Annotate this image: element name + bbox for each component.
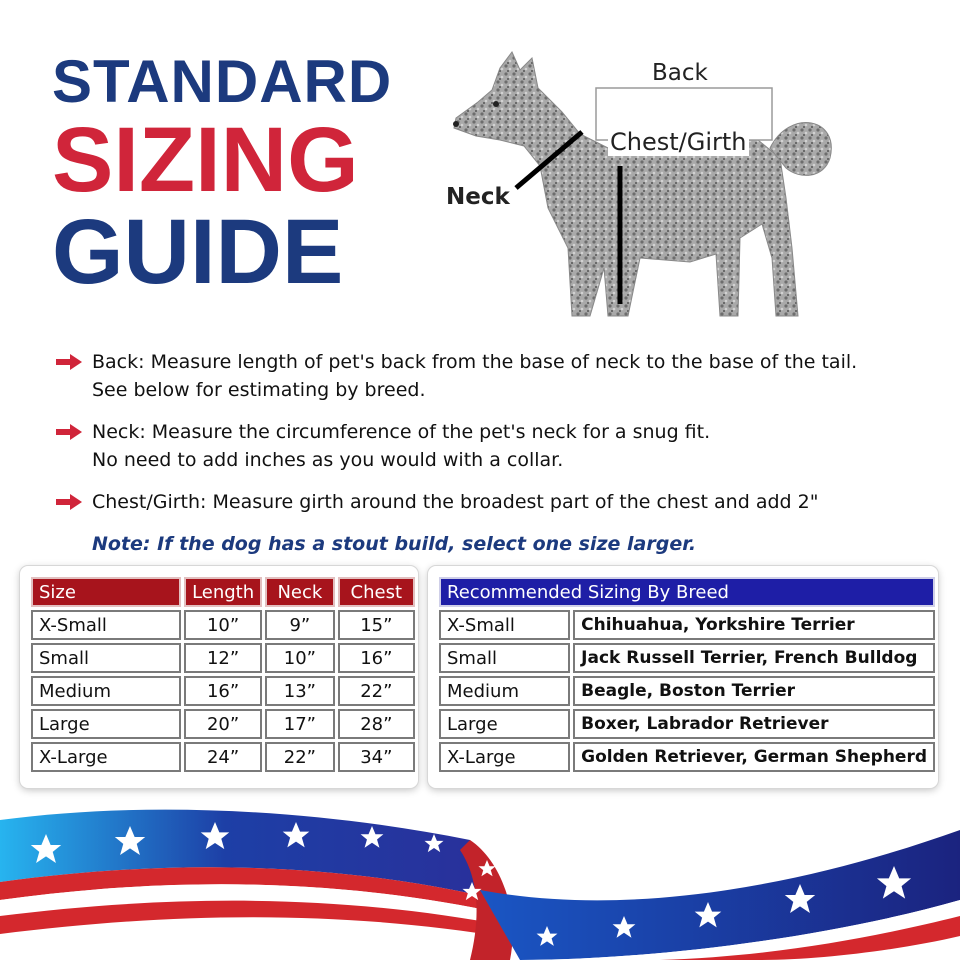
- table-row: [439, 643, 935, 673]
- header-chest: Chest: [338, 577, 415, 607]
- chest-cell: 15”: [338, 610, 415, 640]
- size-table: [28, 574, 418, 775]
- instruction-back-line1: Back: Measure length of pet's back from the base of neck to the base of the tail.: [92, 351, 858, 373]
- dog-measurement-diagram: [440, 48, 850, 320]
- breed-table-panel: [428, 566, 938, 788]
- neck-cell: 22”: [265, 742, 334, 772]
- size-cell: X-Large: [439, 742, 570, 772]
- size-cell: Large: [31, 709, 181, 739]
- neck-cell: 13”: [265, 676, 334, 706]
- stars-and-stripes-ribbon: [0, 790, 960, 960]
- size-table-panel: [20, 566, 418, 788]
- instruction-neck: [56, 418, 936, 474]
- size-cell: Medium: [31, 676, 181, 706]
- header-recommended-sizing: Recommended Sizing By Breed: [439, 577, 935, 607]
- table-row: [31, 742, 415, 772]
- instruction-back-line2: See below for estimating by breed.: [92, 379, 426, 401]
- instruction-neck-line2: No need to add inches as you would with a collar.: [92, 449, 564, 471]
- breed-cell: Boxer, Labrador Retriever: [573, 709, 935, 739]
- length-cell: 16”: [184, 676, 262, 706]
- arrow-right-icon: [56, 494, 82, 510]
- label-chest-girth: Chest/Girth: [610, 128, 747, 156]
- table-row: [31, 610, 415, 640]
- title-standard: STANDARD: [52, 48, 393, 115]
- length-cell: 10”: [184, 610, 262, 640]
- chest-cell: 16”: [338, 643, 415, 673]
- header-size: Size: [31, 577, 181, 607]
- instruction-neck-line1: Neck: Measure the circumference of the pet's neck for a snug fit.: [92, 421, 711, 443]
- table-row: [31, 709, 415, 739]
- table-row: [31, 643, 415, 673]
- table-row: [439, 742, 935, 772]
- size-cell: X-Small: [31, 610, 181, 640]
- arrow-right-icon: [56, 424, 82, 440]
- breed-table-header: [439, 577, 935, 607]
- size-cell: X-Small: [439, 610, 570, 640]
- header-neck: Neck: [265, 577, 334, 607]
- arrow-right-icon: [56, 354, 82, 370]
- size-cell: Small: [439, 643, 570, 673]
- size-cell: X-Large: [31, 742, 181, 772]
- measurement-instructions: [56, 348, 936, 558]
- chest-cell: 28”: [338, 709, 415, 739]
- instruction-chest: [56, 488, 936, 516]
- neck-cell: 10”: [265, 643, 334, 673]
- breed-cell: Beagle, Boston Terrier: [573, 676, 935, 706]
- table-row: [439, 676, 935, 706]
- size-table-header: [31, 577, 415, 607]
- neck-cell: 17”: [265, 709, 334, 739]
- breed-cell: Golden Retriever, German Shepherd: [573, 742, 935, 772]
- page-title: [52, 48, 393, 303]
- label-neck: Neck: [446, 184, 510, 210]
- table-row: [31, 676, 415, 706]
- breed-cell: Chihuahua, Yorkshire Terrier: [573, 610, 935, 640]
- header-length: Length: [184, 577, 262, 607]
- chest-cell: 22”: [338, 676, 415, 706]
- size-cell: Large: [439, 709, 570, 739]
- label-back: Back: [652, 60, 708, 86]
- breed-cell: Jack Russell Terrier, French Bulldog: [573, 643, 935, 673]
- table-row: [439, 709, 935, 739]
- length-cell: 20”: [184, 709, 262, 739]
- title-sizing: SIZING: [52, 109, 359, 211]
- neck-cell: 9”: [265, 610, 334, 640]
- breed-table: [436, 574, 938, 775]
- title-guide: GUIDE: [52, 201, 344, 303]
- instruction-back: [56, 348, 936, 404]
- table-row: [439, 610, 935, 640]
- chest-cell: 34”: [338, 742, 415, 772]
- instruction-chest-line1: Chest/Girth: Measure girth around the broadest part of the chest and add 2": [92, 491, 819, 513]
- size-cell: Small: [31, 643, 181, 673]
- length-cell: 12”: [184, 643, 262, 673]
- size-cell: Medium: [439, 676, 570, 706]
- stout-build-note: Note: If the dog has a stout build, select one size larger.: [92, 533, 697, 555]
- length-cell: 24”: [184, 742, 262, 772]
